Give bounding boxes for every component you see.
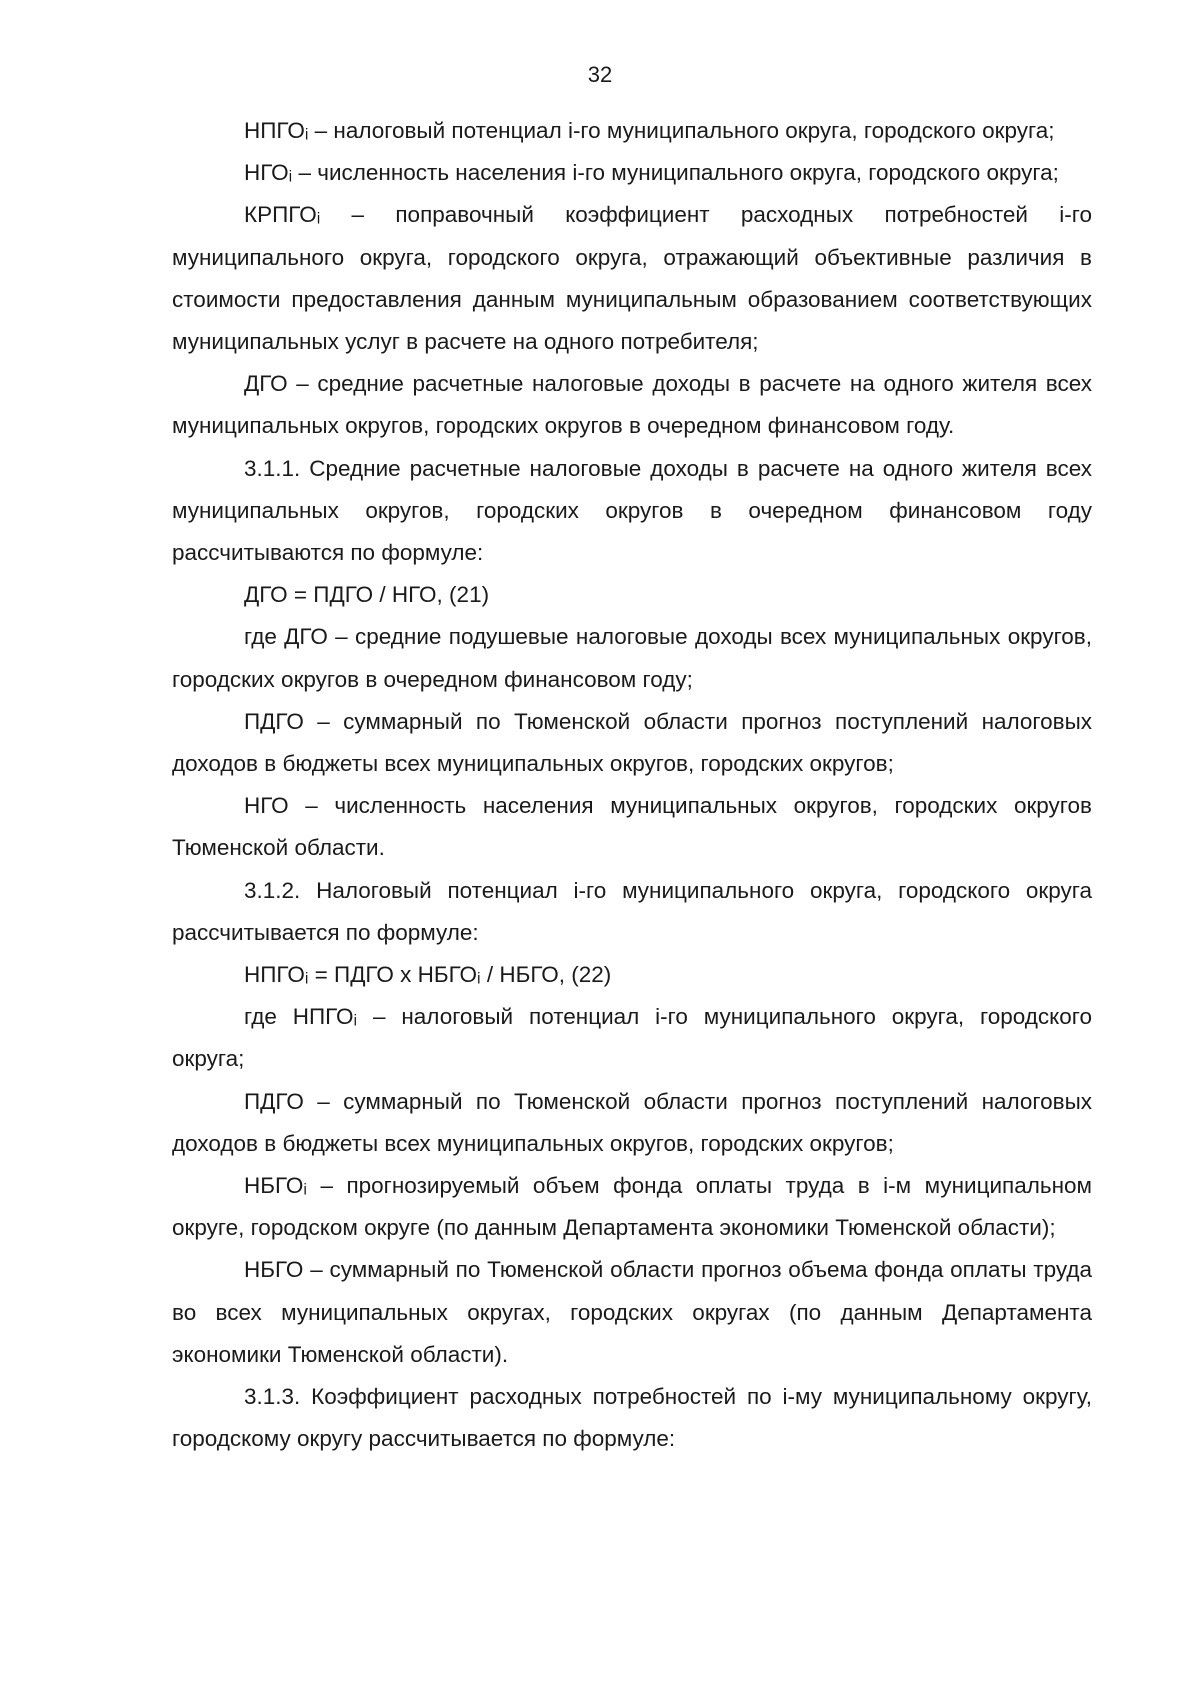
- formula-21-ngo: НГО – численность населения муниципальных округов, городских округов Тюменской области.: [172, 793, 1092, 861]
- formula-22-nbgo-i: НБГОᵢ – прогнозируемый объем фонда оплаты труда в i-м муниципальном округе, городском округе (по данным Департамента экономики Тюменской области);: [172, 1173, 1092, 1241]
- formula-21-where-dgo: где ДГО – средние подушевые налоговые доходы всех муниципальных округов, городских округов в очередном финансовом году;: [172, 624, 1092, 692]
- section-3-1-3: 3.1.3. Коэффициент расходных потребностей по i-му муниципальному округу, городскому округу рассчитывается по формуле:: [172, 1384, 1092, 1452]
- formula-22-pdgo: ПДГО – суммарный по Тюменской области прогноз поступлений налоговых доходов в бюджеты всех муниципальных округов, городских округов;: [172, 1088, 1092, 1156]
- formula-22-nbgo: НБГО – суммарный по Тюменской области прогноз объема фонда оплаты труда во всех муниципальных округах, городских округах (по данным Департамента экономики Тюменской области).: [172, 1257, 1092, 1367]
- section-3-1-2: 3.1.2. Налоговый потенциал i-го муниципального округа, городского округа рассчитывается по формуле:: [172, 877, 1092, 945]
- definition-ngo-i: НГОᵢ – численность населения i-го муниципального округа, городского округа;: [244, 160, 1059, 186]
- page-number: 32: [587, 62, 613, 87]
- formula-21: ДГО = ПДГО / НГО, (21): [244, 582, 490, 608]
- section-3-1-1: 3.1.1. Средние расчетные налоговые доходы в расчете на одного жителя всех муниципальных округов, городских округов в очередном финансовом году рассчитываются по формуле:: [172, 455, 1092, 566]
- definition-npgo: НПГОᵢ – налоговый потенциал i-го муниципального округа, городского округа;: [244, 118, 1055, 143]
- formula-22-where-npgo: где НПГОᵢ – налоговый потенциал i-го муниципального округа, городского округа;: [172, 1004, 1092, 1072]
- formula-22: НПГОᵢ = ПДГО х НБГОᵢ / НБГО, (22): [244, 962, 612, 988]
- definition-krpgo: КРПГОᵢ – поправочный коэффициент расходных потребностей i-го муниципального округа, городского округа, отражающий объективные различия в стоимости предоставления данным муниципальным образованием соответствующих муниципальных услуг в расчете на одного потребителя;: [172, 202, 1092, 355]
- formula-21-pdgo: ПДГО – суммарный по Тюменской области прогноз поступлений налоговых доходов в бюджеты всех муниципальных округов, городских округов;: [172, 708, 1092, 777]
- definition-dgo: ДГО – средние расчетные налоговые доходы в расчете на одного жителя всех муниципальных округов, городских округов в очередном финансовом году.: [172, 371, 1092, 439]
- document-body: [172, 110, 1092, 1461]
